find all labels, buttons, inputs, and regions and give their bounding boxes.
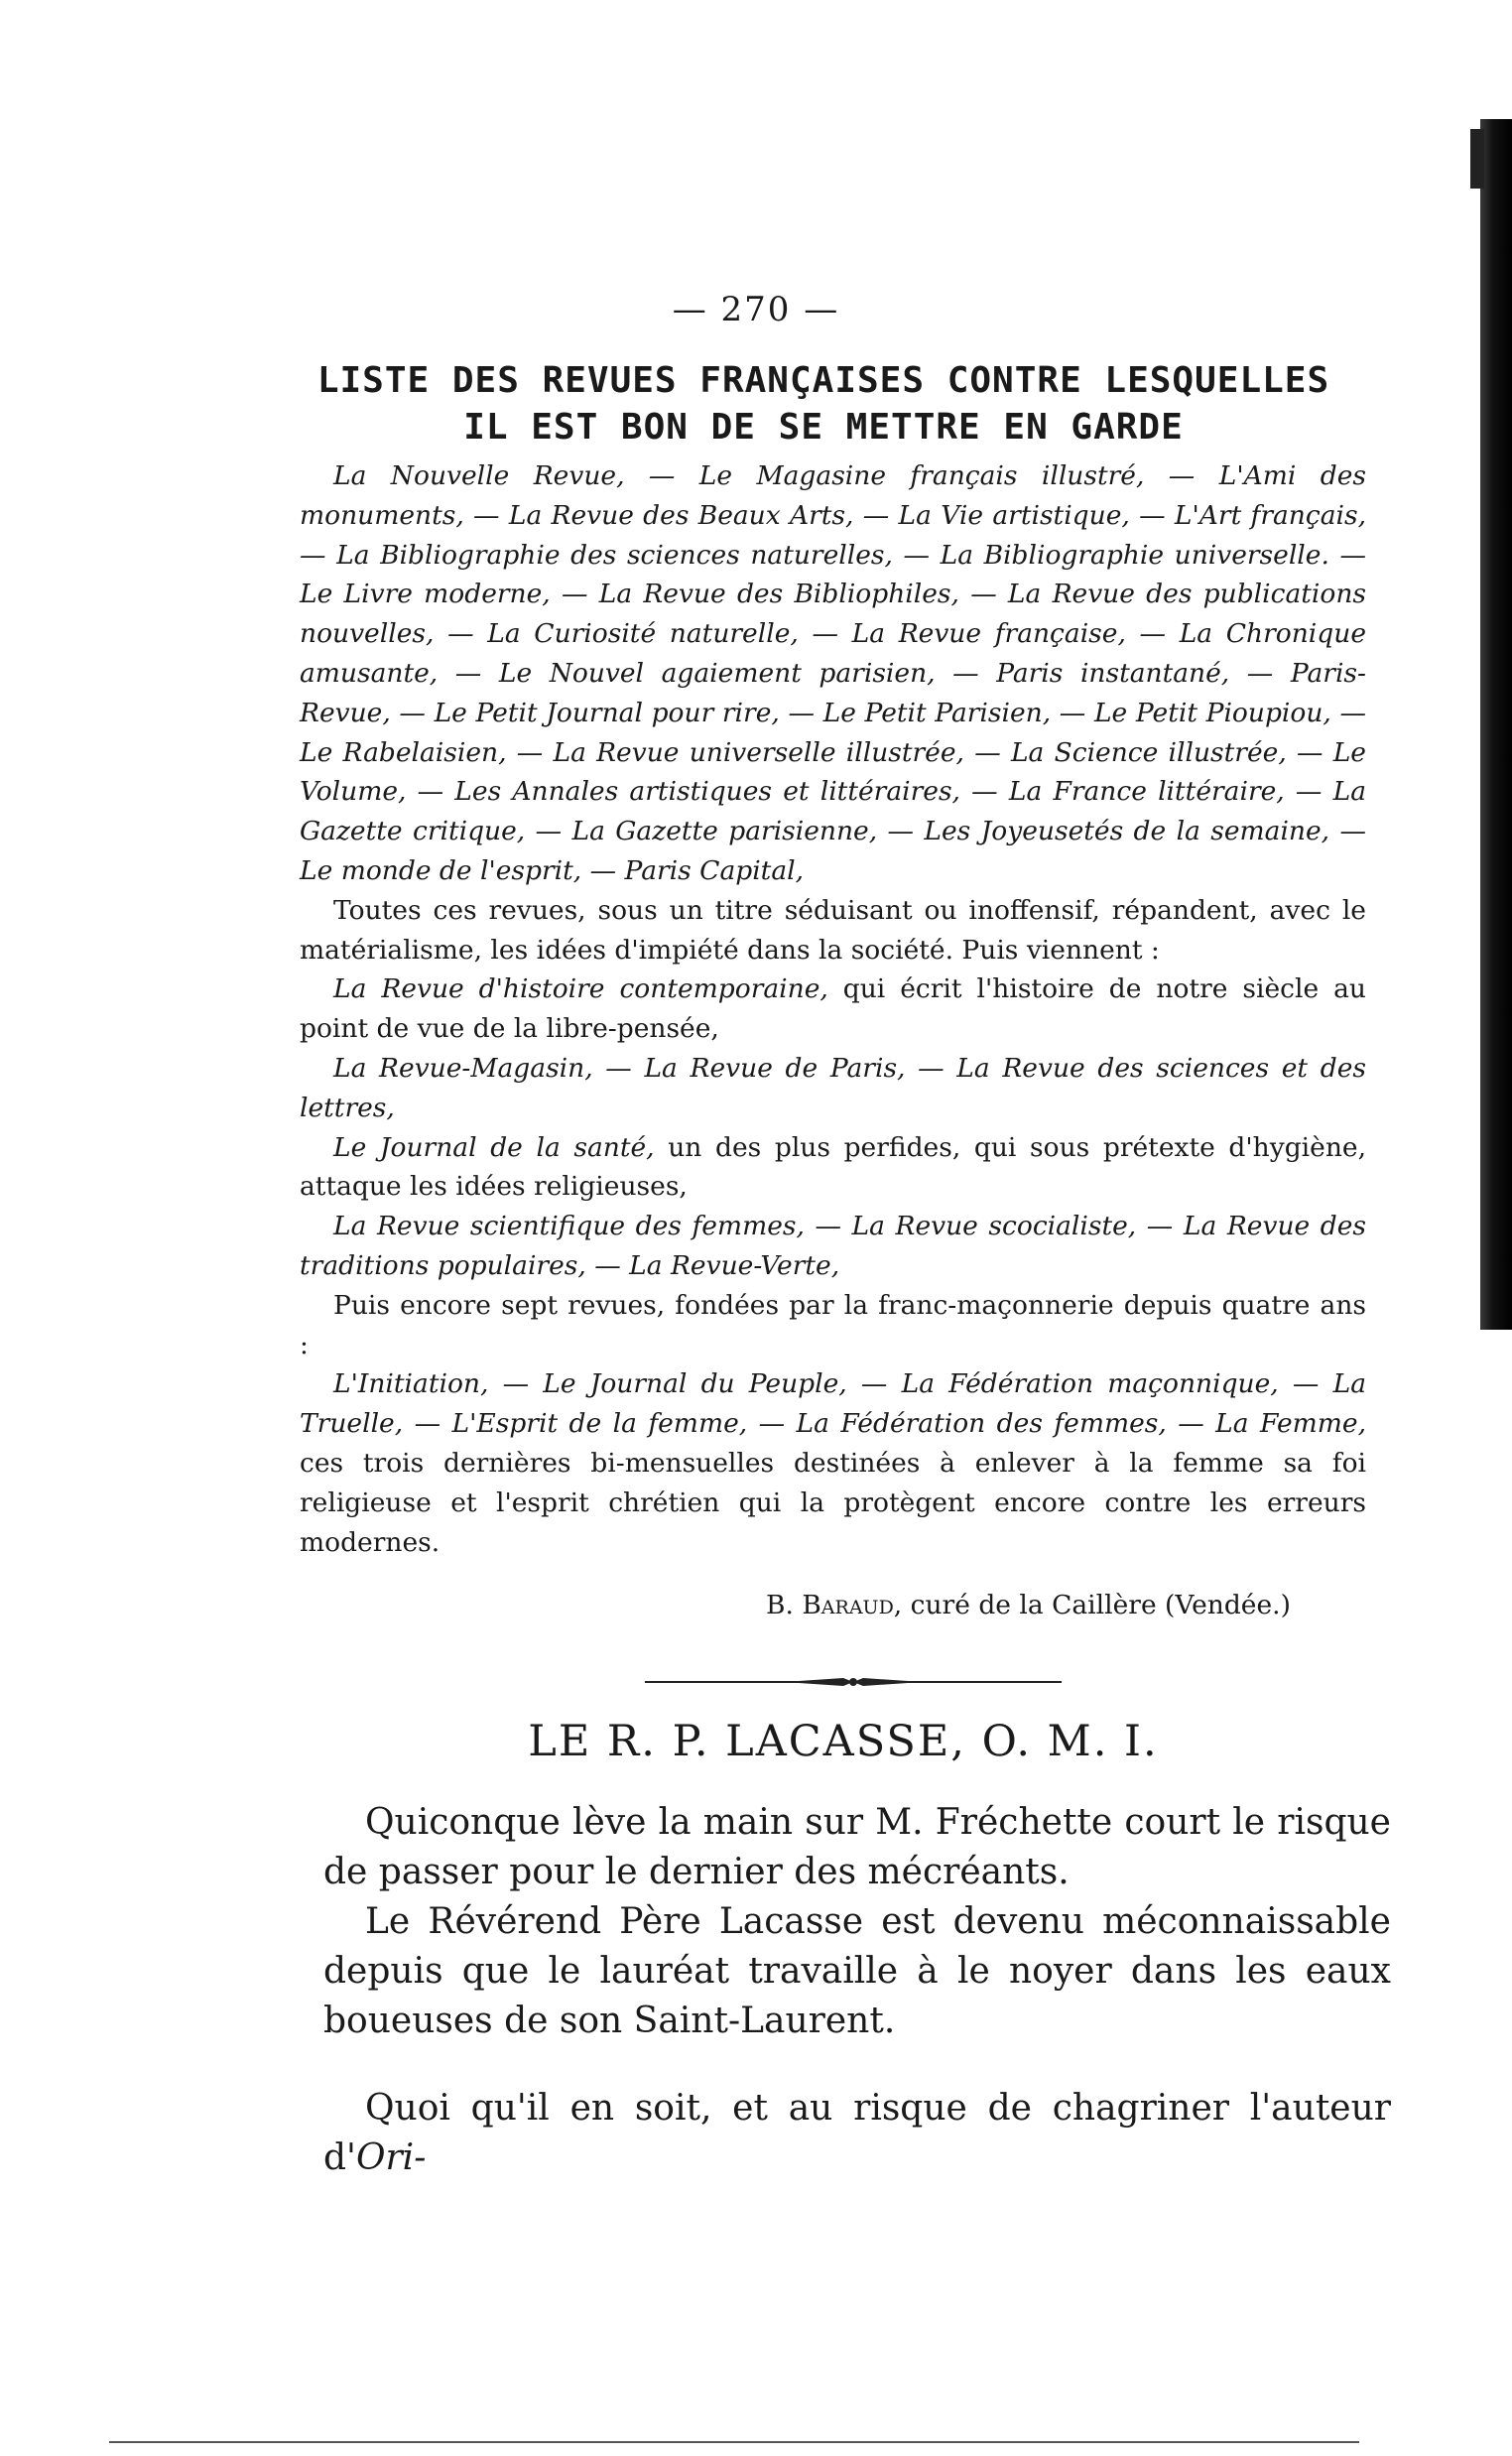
item-revue-histoire-title: La Revue d'histoire contemporaine, [333,973,828,1005]
signature-name: Baraud [802,1590,894,1620]
signature-rest: , curé de la Caillère (Vendée.) [893,1590,1291,1620]
paragraph-3-italic: Ori- [355,2137,427,2178]
article-title-line-2: IL EST BON DE SE METTRE EN GARDE [463,407,1184,448]
paragraph-3 [323,2084,1391,2183]
bottom-rule [109,2441,1359,2443]
paragraph-2: Le Révérend Père Lacasse est devenu méconnaissable depuis que le lauréat travaille à le noyer dans les eaux boueuses de son Saint-Laurent. [323,1901,1391,2041]
paragraph-puis-encore: Puis encore sept revues, fondées par la franc-maçonnerie depuis quatre ans : [300,1289,1366,1360]
item-journal-sante-title: Le Journal de la santé, [333,1131,655,1163]
item-initiation [300,1364,1366,1562]
item-revue-histoire-text: qui écrit l'histoire de notre siècle au point de vue de la libre-pensée, [300,973,1366,1045]
page-number: — 270 — [672,290,840,329]
revues-list: La Nouvelle Revue, — Le Magasine français illustré, — L'Ami des monuments, — La Revue des Beaux Arts, — La Vie artistique, — L'Art français, — La Bibliographie des sciences naturelles, — La Bibliographie universelle. — Le Livre moderne, — La Revue des Bibliophiles, — La Revue des publications nouvelles, — La Curiosité naturelle, — La Revue française, — La Chronique amusante, — Le Nouvel agaiement parisien, — Paris instantané, — Paris-Revue, — Le Petit Journal pour rire, — Le Petit Parisien, — Le Petit Pioupiou, — Le Rabelaisien, — La Revue universelle illustrée, — La Science illustrée, — Le Volume, — Les Annales artistiques et littéraires, — La France littéraire, — La Gazette critique, — La Gazette parisienne, — Les Joyeusetés de la semaine, — Le monde de l'esprit, — Paris Capital, [300,460,1366,886]
ornamental-divider [645,1673,1062,1691]
signature [766,1590,1381,1620]
item-initiation-text: ces trois dernières bi-mensuelles destinées à enlever à la femme sa foi religieuse et l'esprit chrétien qui la protègent encore contre les erreurs modernes. [300,1447,1366,1558]
page-edge-shadow-top [1470,129,1484,189]
paragraph-3-text: Quoi qu'il en soit, et au risque de chagriner l'auteur d' [323,2088,1391,2178]
paragraph-1: Quiconque lève la main sur M. Fréchette court le risque de passer pour le dernier des mécréants. [323,1802,1391,1892]
item-revue-magasin: La Revue-Magasin, — La Revue de Paris, — La Revue des sciences et des lettres, [300,1052,1366,1123]
lacasse-body [323,1798,1391,2183]
item-revue-femmes: La Revue scientifique des femmes, — La Revue scocialiste, — La Revue des traditions populaires, — La Revue-Verte, [300,1211,1366,1281]
paragraph-toutes-ces-revues: Toutes ces revues, sous un titre séduisant ou inoffensif, répandent, avec le matérialisme, les idées d'impiété dans la société. Puis viennent : [300,894,1366,966]
signature-initial: B. [766,1590,803,1620]
item-journal-sante-text: un des plus perfides, qui sous prétexte d'hygiène, attaque les idées religieuses, [300,1131,1366,1203]
item-initiation-titles: L'Initiation, — Le Journal du Peuple, — La Fédération maçonnique, — La Truelle, — L'Esprit de la femme, — La Fédération des femmes, — La Femme, [300,1368,1366,1440]
article-title-line-1: LISTE DES REVUES FRANÇAISES CONTRE LESQUELLES [316,360,1330,401]
item-revue-histoire [300,969,1366,1049]
item-journal-sante [300,1128,1366,1208]
revues-list-block [300,456,1366,1562]
article-title [278,357,1369,451]
section-title-lacasse: LE R. P. LACASSE, O. M. I. [528,1717,1159,1766]
